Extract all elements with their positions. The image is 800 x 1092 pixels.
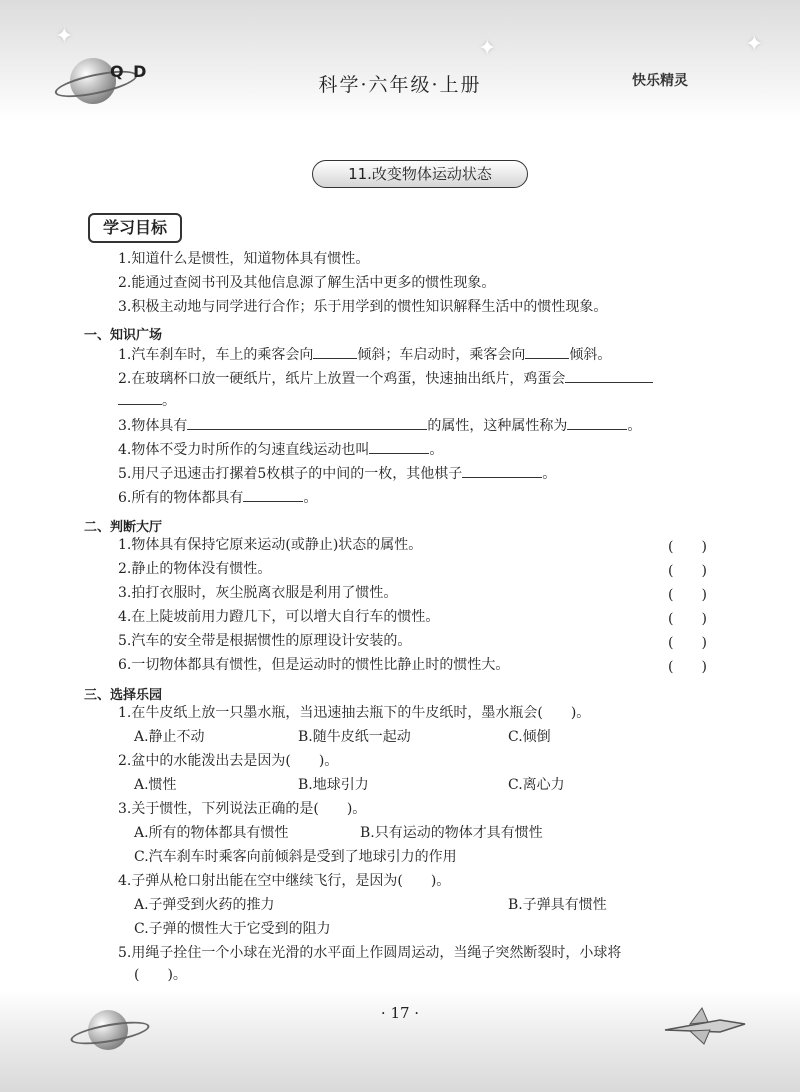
- choice-option[interactable]: C.倾倒: [508, 729, 551, 745]
- header-band: [0, 0, 800, 120]
- fill-question-2-cont: 。: [118, 390, 176, 410]
- choice-question: 3.关于惯性，下列说法正确的是( )。: [118, 801, 367, 817]
- choice-option[interactable]: A.所有的物体都具有惯性: [134, 825, 289, 841]
- answer-parens[interactable]: ( ): [668, 587, 707, 603]
- answer-blank[interactable]: [565, 368, 653, 383]
- choice-option[interactable]: B.地球引力: [298, 777, 369, 793]
- judge-item: 2.静止的物体没有惯性。: [118, 561, 272, 577]
- goal-item: 2.能通过查阅书刊及其他信息源了解生活中更多的惯性现象。: [118, 275, 496, 291]
- brand-logo: 快乐精灵: [632, 73, 688, 89]
- choice-question: 5.用绳子拴住一个小球在光滑的水平面上作圆周运动，当绳子突然断裂时，小球将: [118, 945, 622, 961]
- fill-question-2: 2.在玻璃杯口放一硬纸片，纸片上放置一个鸡蛋，快速抽出纸片，鸡蛋会: [118, 368, 653, 388]
- judge-item: 3.拍打衣服时，灰尘脱离衣服是利用了惯性。: [118, 585, 398, 601]
- answer-blank[interactable]: [369, 439, 429, 454]
- choice-option[interactable]: A.静止不动: [134, 729, 205, 745]
- choice-option[interactable]: A.子弹受到火药的推力: [134, 897, 275, 913]
- goals-badge: 学习目标: [88, 213, 182, 243]
- sparkle-icon: ✦: [478, 36, 497, 61]
- answer-blank[interactable]: [567, 415, 627, 430]
- answer-parens[interactable]: ( ): [668, 635, 707, 651]
- space-shuttle-icon: [660, 1000, 750, 1050]
- choice-option[interactable]: A.惯性: [134, 777, 177, 793]
- page-number: · 17 ·: [380, 1004, 420, 1022]
- judge-item: 6.一切物体都具有惯性，但是运动时的惯性比静止时的惯性大。: [118, 657, 510, 673]
- fill-question-4: 4.物体不受力时所作的匀速直线运动也叫 。: [118, 439, 443, 459]
- answer-blank[interactable]: [462, 463, 542, 478]
- sparkle-icon: ✦: [55, 24, 74, 49]
- choice-question-cont[interactable]: ( )。: [134, 967, 187, 983]
- lesson-title: 11.改变物体运动状态: [312, 160, 528, 188]
- choice-option[interactable]: C.汽车刹车时乘客向前倾斜是受到了地球引力的作用: [134, 849, 457, 865]
- header-left-mark: Q D: [110, 62, 149, 81]
- answer-blank[interactable]: [118, 390, 162, 405]
- choice-option[interactable]: C.子弹的惯性大于它受到的阻力: [134, 921, 331, 937]
- answer-blank[interactable]: [187, 415, 427, 430]
- judge-item: 5.汽车的安全带是根据惯性的原理设计安装的。: [118, 633, 412, 649]
- judge-item: 4.在上陡坡前用力蹬几下，可以增大自行车的惯性。: [118, 609, 440, 625]
- judge-item: 1.物体具有保持它原来运动(或静止)状态的属性。: [118, 537, 423, 553]
- answer-blank[interactable]: [525, 344, 569, 359]
- goal-item: 1.知道什么是惯性，知道物体具有惯性。: [118, 251, 370, 267]
- fill-question-3: 3.物体具有 的属性，这种属性称为 。: [118, 415, 641, 435]
- choice-option[interactable]: B.子弹具有惯性: [508, 897, 607, 913]
- section-heading: 三、选择乐园: [84, 688, 163, 703]
- choice-option[interactable]: B.只有运动的物体才具有惯性: [360, 825, 543, 841]
- sparkle-icon: ✦: [745, 32, 764, 57]
- choice-question: 2.盆中的水能泼出去是因为( )。: [118, 753, 339, 769]
- section-heading: 一、知识广场: [84, 328, 163, 343]
- answer-parens[interactable]: ( ): [668, 563, 707, 579]
- answer-parens[interactable]: ( ): [668, 659, 707, 675]
- answer-parens[interactable]: ( ): [668, 539, 707, 555]
- fill-question-6: 6.所有的物体都具有 。: [118, 487, 317, 507]
- choice-question: 4.子弹从枪口射出能在空中继续飞行，是因为( )。: [118, 873, 451, 889]
- answer-blank[interactable]: [313, 344, 357, 359]
- fill-question-5: 5.用尺子迅速击打摞着5枚棋子的中间的一枚，其他棋子 。: [118, 463, 556, 483]
- goal-item: 3.积极主动地与同学进行合作；乐于用学到的惯性知识解释生活中的惯性现象。: [118, 299, 608, 315]
- header-title: 科学·六年级·上册: [318, 74, 482, 96]
- choice-option[interactable]: B.随牛皮纸一起动: [298, 729, 411, 745]
- choice-question: 1.在牛皮纸上放一只墨水瓶，当迅速抽去瓶下的牛皮纸时，墨水瓶会( )。: [118, 705, 591, 721]
- answer-blank[interactable]: [243, 487, 303, 502]
- fill-question-1: 1.汽车刹车时，车上的乘客会向 倾斜；车启动时，乘客会向 倾斜。: [118, 344, 611, 364]
- choice-option[interactable]: C.离心力: [508, 777, 565, 793]
- section-heading: 二、判断大厅: [84, 520, 163, 535]
- answer-parens[interactable]: ( ): [668, 611, 707, 627]
